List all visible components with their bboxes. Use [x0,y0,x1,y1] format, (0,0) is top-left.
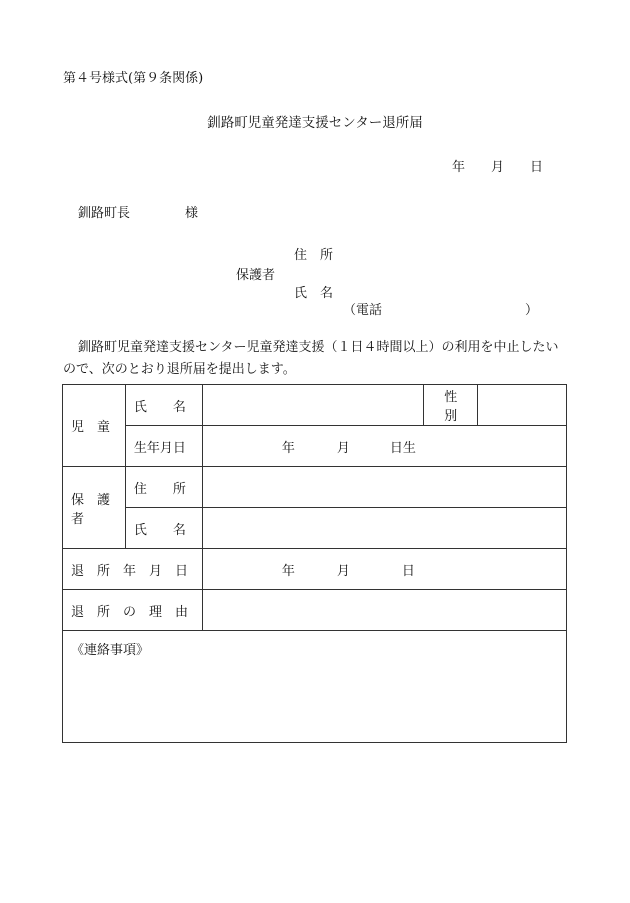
date-month-label: 月 [491,160,505,175]
dob-label: 生年月日 [125,426,202,467]
dob-month: 月 [336,440,350,456]
table-row [63,590,567,631]
dob-field[interactable] [202,426,566,467]
guardian-section-label: 保 護 者 [63,467,126,549]
sex-field[interactable] [478,385,567,426]
applicant-address-label: 住 所 [294,248,334,263]
form-number: 第４号様式(第９条関係) [63,71,204,86]
applicant-telephone [343,299,538,318]
memo-area[interactable] [63,631,567,743]
guardian-name-field[interactable] [202,508,566,549]
wd-day: 日 [401,563,415,579]
guardian-name-label: 氏 名 [125,508,202,549]
withdraw-date-field[interactable] [202,549,566,590]
addressee [78,202,198,221]
child-name-field[interactable] [202,385,423,426]
document-title: 釧路町児童発達支援センター退所届 [207,115,423,131]
guardian-address-field[interactable] [202,467,566,508]
dob-day: 日生 [389,440,416,456]
memo-label: 《連絡事項》 [71,643,150,658]
table-row [63,508,567,549]
withdraw-date-label: 退 所 年 月 日 [63,549,203,590]
table-row [63,631,567,743]
date-year-label: 年 [452,160,466,175]
date-day-label: 日 [530,160,544,175]
wd-month: 月 [336,563,350,579]
table-row [63,467,567,508]
submission-date-line [452,156,543,175]
withdrawal-form-table [62,384,567,743]
dob-year: 年 [281,440,295,456]
table-row [63,549,567,590]
addressee-honorific: 様 [185,206,199,221]
table-row [63,426,567,467]
table-row [63,385,567,426]
child-name-label: 氏 名 [125,385,202,426]
body-text: 釧路町児童発達支援センター児童発達支援（１日４時間以上）の利用を中止したいので、次のとおり退所届を提出します。 [63,340,559,377]
reason-field[interactable] [202,590,566,631]
tel-open: （電話 [343,303,383,318]
child-label: 児 童 [63,385,126,467]
applicant-name-label: 氏 名 [294,286,334,301]
guardian-address-label: 住 所 [125,467,202,508]
applicant-guardian-label: 保護者 [236,268,276,283]
tel-close: ） [525,303,539,318]
sex-label: 性 別 [424,385,478,426]
addressee-name: 釧路町長 [78,206,131,221]
wd-year: 年 [281,563,295,579]
reason-label: 退 所 の 理 由 [63,590,203,631]
